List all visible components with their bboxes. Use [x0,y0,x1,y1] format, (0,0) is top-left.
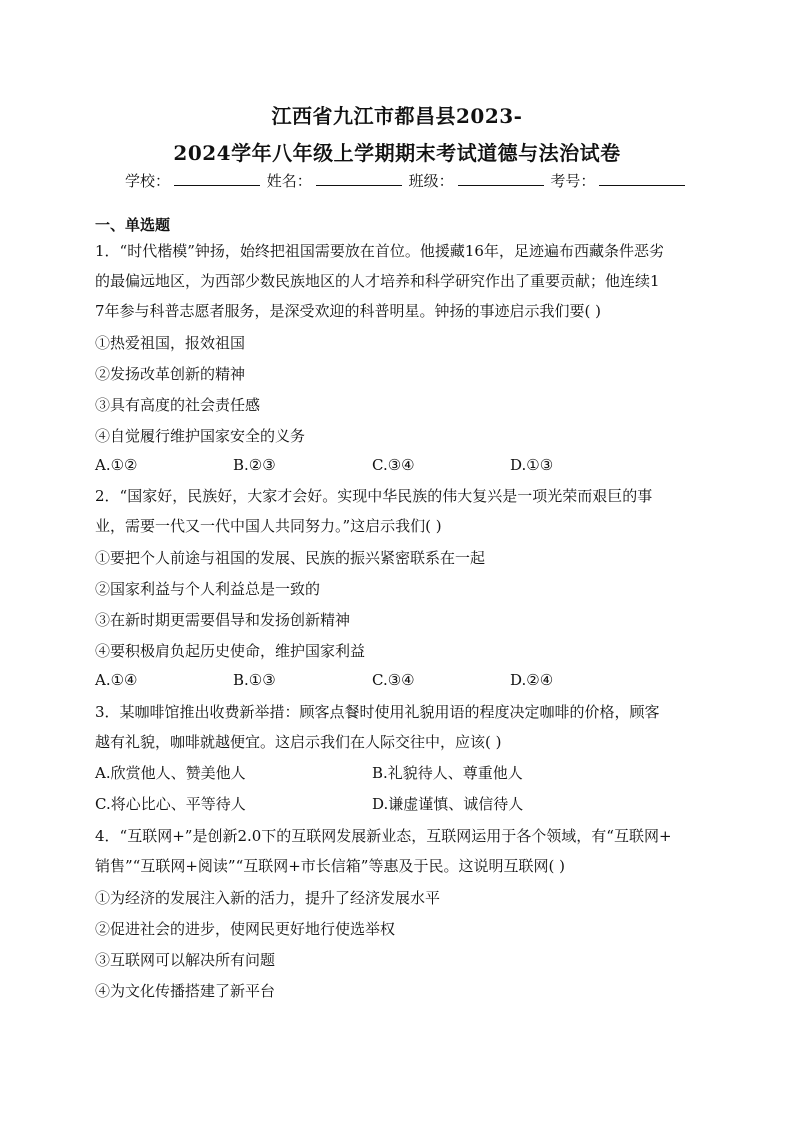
question-text-line: 的最偏远地区，为西部少数民族地区的人才培养和科学研究作出了重要贡献；他连续1 [95,272,660,290]
question-text-line: 1．“时代楷模”钟扬，始终把祖国需要放在首位。他援藏16年，足迹遍布西藏条件恶劣 [95,242,664,260]
statement-item: ②促进社会的进步，使网民更好地行使选举权 [95,920,396,938]
name-label: 姓名： [266,172,312,190]
number-blank[interactable] [599,172,685,186]
statement-item: ①为经济的发展注入新的活力，提升了经济发展水平 [95,889,441,907]
question-text-line: 2．“国家好，民族好，大家才会好。实现中华民族的伟大复兴是一项光荣而艰巨的事 [95,487,653,505]
option-b[interactable]: B.①③ [233,671,276,689]
question-text-line: 4．“互联网+”是创新2.0下的互联网发展新业态，互联网运用于各个领域，有“互联网+ [95,827,672,845]
option-a[interactable]: A.欣赏他人、赞美他人 [95,764,246,782]
class-label: 班级： [408,172,454,190]
statement-item: ③在新时期更需要倡导和发扬创新精神 [95,611,351,629]
school-label: 学校： [125,172,171,190]
statement-item: ③具有高度的社会责任感 [95,396,261,414]
question-text-line: 越有礼貌，咖啡就越便宜。这启示我们在人际交往中，应该( ) [95,733,502,751]
question-text-line: 业，需要一代又一代中国人共同努力。”这启示我们( ) [95,517,442,535]
statement-item: ②国家利益与个人利益总是一致的 [95,580,321,598]
option-c[interactable]: C.③④ [372,456,415,474]
exam-title-line2: 2024学年八年级上学期期末考试道德与法治试卷 [173,141,621,165]
question-text-line: 3．某咖啡馆推出收费新举措：顾客点餐时使用礼貌用语的程度决定咖啡的价格，顾客 [95,703,660,721]
statement-item: ①要把个人前途与祖国的发展、民族的振兴紧密联系在一起 [95,549,486,567]
exam-title-line1: 江西省九江市都昌县2023- [271,104,523,128]
statement-item: ③互联网可以解决所有问题 [95,951,276,969]
number-label: 考号： [550,172,596,190]
student-info-line [125,170,687,191]
statement-item: ④为文化传播搭建了新平台 [95,982,276,1000]
option-a[interactable]: A.①② [95,456,138,474]
option-d[interactable]: D.谦虚谨慎、诚信待人 [372,795,524,813]
school-blank[interactable] [174,172,260,186]
statement-item: ①热爱祖国，报效祖国 [95,334,246,352]
option-a[interactable]: A.①④ [95,671,138,689]
option-b[interactable]: B.礼貌待人、尊重他人 [372,764,523,782]
statement-item: ④要积极肩负起历史使命，维护国家利益 [95,642,366,660]
option-b[interactable]: B.②③ [233,456,276,474]
name-blank[interactable] [316,172,402,186]
question-text-line: 7年参与科普志愿者服务，是深受欢迎的科普明星。钟扬的事迹启示我们要( ) [95,302,602,320]
option-d[interactable]: D.①③ [510,456,554,474]
section-heading: 一、单选题 [95,216,171,234]
question-text-line: 销售”“互联网+阅读”“互联网+市长信箱”等惠及于民。这说明互联网( ) [95,857,565,875]
statement-item: ②发扬改革创新的精神 [95,365,246,383]
class-blank[interactable] [458,172,544,186]
option-c[interactable]: C.③④ [372,671,415,689]
statement-item: ④自觉履行维护国家安全的义务 [95,427,306,445]
option-d[interactable]: D.②④ [510,671,554,689]
option-c[interactable]: C.将心比心、平等待人 [95,795,246,813]
